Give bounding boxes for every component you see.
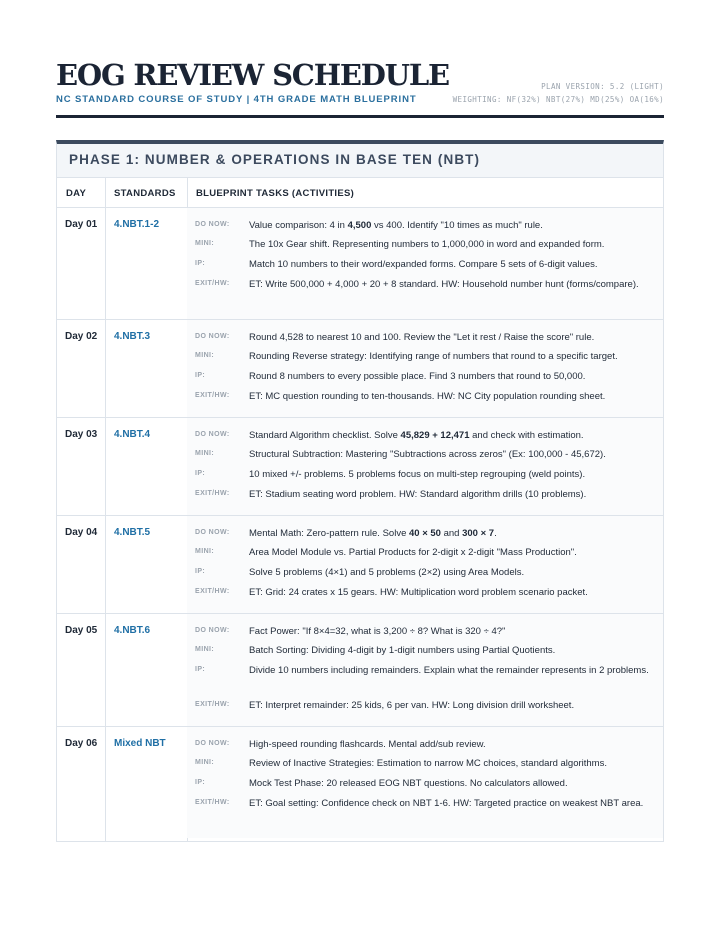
standard-code: 4.NBT.5 <box>114 527 151 538</box>
column-header-row <box>57 178 663 208</box>
task-text-segment: Value comparison: 4 in <box>249 220 348 231</box>
task-text-segment: vs 400. Identify "10 times as much" rule. <box>371 220 543 231</box>
table-row <box>57 727 663 838</box>
task-text <box>249 585 663 600</box>
task-text <box>249 737 663 752</box>
task-text-emphasis: 40 × 50 <box>409 528 441 539</box>
blueprint-tasks <box>187 614 663 726</box>
task-text-segment: Mental Math: Zero-pattern rule. Solve <box>249 528 409 539</box>
task-text-segment: Round 4,528 to nearest 10 and 100. Review the "Let it rest / Raise the score" rule. <box>249 332 595 343</box>
task-text <box>249 257 663 272</box>
task-label: EXIT/HW: <box>195 799 230 806</box>
task-label: MINI: <box>195 240 215 247</box>
day-label: Day 06 <box>65 738 98 749</box>
task-exit-hw <box>187 277 663 292</box>
task-exit-hw <box>187 389 663 404</box>
task-text <box>249 565 663 580</box>
task-do-now <box>187 624 663 639</box>
task-mini <box>187 349 663 364</box>
task-label: IP: <box>195 470 206 477</box>
task-text <box>249 218 663 233</box>
task-label: DO NOW: <box>195 627 230 634</box>
day-label: Day 01 <box>65 219 98 230</box>
blueprint-tasks <box>187 418 663 515</box>
task-text-emphasis: 45,829 + 12,471 <box>400 430 470 441</box>
task-label: DO NOW: <box>195 740 230 747</box>
phase-title: PHASE 1: NUMBER & OPERATIONS IN BASE TEN (NBT) <box>57 144 663 178</box>
task-text <box>249 643 663 658</box>
column-header-standards: STANDARDS <box>114 188 176 199</box>
task-label: DO NOW: <box>195 333 230 340</box>
task-text <box>249 796 663 811</box>
page-header <box>56 58 664 105</box>
task-text-segment: Review of Inactive Strategies: Estimation to narrow MC choices, standard algorithms. <box>249 758 607 769</box>
task-ip <box>187 369 663 384</box>
page-subtitle: NC STANDARD COURSE OF STUDY | 4TH GRADE MATH BLUEPRINT <box>56 94 417 105</box>
task-label: MINI: <box>195 548 215 555</box>
standard-code: 4.NBT.6 <box>114 625 151 636</box>
table-body <box>57 208 663 838</box>
task-text <box>249 467 663 482</box>
header-divider <box>56 115 664 118</box>
task-label: IP: <box>195 568 206 575</box>
task-text-segment: The 10x Gear shift. Representing numbers to 1,000,000 in word and expanded form. <box>249 239 605 250</box>
task-label: DO NOW: <box>195 431 230 438</box>
blueprint-tasks <box>187 516 663 613</box>
standard-code: 4.NBT.1-2 <box>114 219 160 230</box>
task-text-segment: . <box>494 528 497 539</box>
plan-version: PLAN VERSION: 5.2 (LIGHT) <box>541 82 664 91</box>
task-text-segment: ET: Grid: 24 crates x 15 gears. HW: Multiplication word problem scenario packet. <box>249 587 588 598</box>
task-ip <box>187 467 663 482</box>
task-label: EXIT/HW: <box>195 392 230 399</box>
task-label: EXIT/HW: <box>195 701 230 708</box>
task-text-segment: and <box>440 528 463 539</box>
task-mini <box>187 643 663 658</box>
blueprint-tasks <box>187 320 663 417</box>
blueprint-tasks <box>187 727 663 838</box>
column-header-day: DAY <box>66 188 87 199</box>
task-text <box>249 526 663 541</box>
task-mini <box>187 447 663 462</box>
task-label: IP: <box>195 372 206 379</box>
table-row <box>57 208 663 320</box>
task-text <box>249 349 663 364</box>
task-label: IP: <box>195 666 206 673</box>
task-mini <box>187 237 663 252</box>
task-text <box>249 277 663 292</box>
task-text-emphasis: 4,500 <box>347 220 372 231</box>
task-label: DO NOW: <box>195 221 230 228</box>
task-text-segment: Divide 10 numbers including remainders. Explain what the remainder represents in 2 problems. <box>249 665 649 676</box>
standard-code: 4.NBT.3 <box>114 331 151 342</box>
task-text-segment: ET: Write 500,000 + 4,000 + 20 + 8 standard. HW: Household number hunt (forms/compare). <box>249 279 639 290</box>
task-text <box>249 237 663 252</box>
task-text-segment: Match 10 numbers to their word/expanded forms. Compare 5 sets of 6-digit values. <box>249 259 598 270</box>
task-ip <box>187 776 663 791</box>
task-text-segment: ET: MC question rounding to ten-thousands. HW: NC City population rounding sheet. <box>249 391 606 402</box>
task-label: EXIT/HW: <box>195 588 230 595</box>
day-label: Day 05 <box>65 625 98 636</box>
task-label: IP: <box>195 260 206 267</box>
task-mini <box>187 545 663 560</box>
task-text <box>249 389 663 404</box>
task-text-segment: ET: Stadium seating word problem. HW: Standard algorithm drills (10 problems). <box>249 489 587 500</box>
task-text-segment: Solve 5 problems (4×1) and 5 problems (2×2) using Area Models. <box>249 567 525 578</box>
task-text-emphasis: 300 × 7 <box>462 528 495 539</box>
task-text <box>249 487 663 502</box>
task-text <box>249 776 663 791</box>
task-do-now <box>187 218 663 233</box>
task-exit-hw <box>187 487 663 502</box>
task-text-segment: 10 mixed +/- problems. 5 problems focus on multi-step regrouping (weld points). <box>249 469 586 480</box>
weighting-info: WEIGHTING: NF(32%) NBT(27%) MD(25%) OA(16%) <box>452 95 664 104</box>
standard-code: Mixed NBT <box>114 738 166 749</box>
blueprint-tasks <box>187 208 663 319</box>
task-label: MINI: <box>195 450 215 457</box>
task-do-now <box>187 428 663 443</box>
task-label: MINI: <box>195 759 215 766</box>
task-text <box>249 447 663 462</box>
task-text-segment: ET: Goal setting: Confidence check on NBT 1-6. HW: Targeted practice on weakest NBT area. <box>249 798 644 809</box>
task-text-segment: Batch Sorting: Dividing 4-digit by 1-digit numbers using Partial Quotients. <box>249 645 556 656</box>
page-title: EOG REVIEW SCHEDULE <box>56 58 449 92</box>
task-ip <box>187 565 663 580</box>
task-text-segment: and check with estimation. <box>469 430 584 441</box>
task-text-segment: Round 8 numbers to every possible place. Find 3 numbers that round to 50,000. <box>249 371 586 382</box>
table-row <box>57 516 663 614</box>
table-row <box>57 418 663 516</box>
task-text <box>249 545 663 560</box>
task-text <box>249 698 663 713</box>
task-text <box>249 369 663 384</box>
task-ip <box>187 663 663 678</box>
day-label: Day 04 <box>65 527 98 538</box>
task-text-segment: Mock Test Phase: 20 released EOG NBT questions. No calculators allowed. <box>249 778 568 789</box>
task-label: IP: <box>195 779 206 786</box>
task-label: MINI: <box>195 352 215 359</box>
task-label: DO NOW: <box>195 529 230 536</box>
task-label: EXIT/HW: <box>195 490 230 497</box>
task-text-segment: High-speed rounding flashcards. Mental add/sub review. <box>249 739 486 750</box>
task-exit-hw <box>187 796 663 811</box>
task-text-segment: Rounding Reverse strategy: Identifying range of numbers that round to a specific target. <box>249 351 618 362</box>
task-text <box>249 756 663 771</box>
task-text-segment: Structural Subtraction: Mastering "Subtractions across zeros" (Ex: 100,000 - 45,672). <box>249 449 606 460</box>
task-text-segment: Area Model Module vs. Partial Products for 2-digit x 2-digit "Mass Production". <box>249 547 577 558</box>
task-text-segment: ET: Interpret remainder: 25 kids, 6 per van. HW: Long division drill worksheet. <box>249 700 575 711</box>
task-label: MINI: <box>195 646 215 653</box>
task-ip <box>187 257 663 272</box>
task-mini <box>187 756 663 771</box>
task-text-segment: Fact Power: "If 8×4=32, what is 3,200 ÷ 8? What is 320 ÷ 4?" <box>249 626 506 637</box>
task-text <box>249 663 663 678</box>
task-text <box>249 624 663 639</box>
column-header-blueprint: BLUEPRINT TASKS (ACTIVITIES) <box>196 188 355 199</box>
day-label: Day 03 <box>65 429 98 440</box>
task-text-segment: Standard Algorithm checklist. Solve <box>249 430 401 441</box>
table-row <box>57 320 663 418</box>
day-label: Day 02 <box>65 331 98 342</box>
table-row <box>57 614 663 727</box>
task-label: EXIT/HW: <box>195 280 230 287</box>
schedule-table <box>56 140 664 842</box>
task-do-now <box>187 737 663 752</box>
task-text <box>249 428 663 443</box>
task-exit-hw <box>187 698 663 713</box>
task-do-now <box>187 330 663 345</box>
standard-code: 4.NBT.4 <box>114 429 151 440</box>
task-exit-hw <box>187 585 663 600</box>
task-text <box>249 330 663 345</box>
task-do-now <box>187 526 663 541</box>
